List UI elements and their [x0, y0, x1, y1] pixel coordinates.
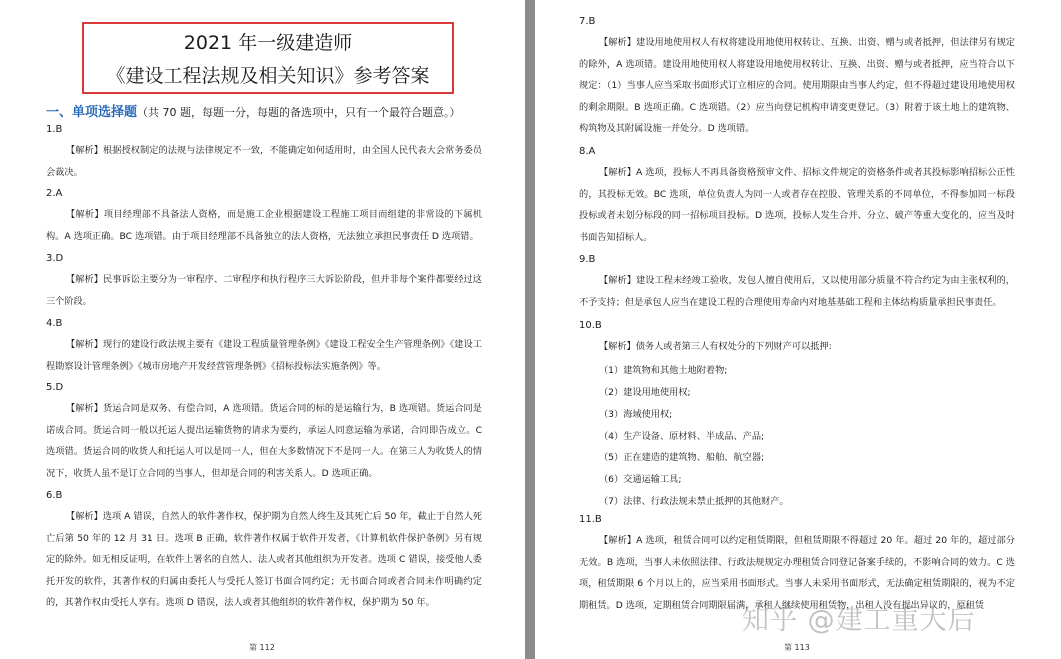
document-title-box: [82, 22, 454, 94]
answer-explanation: 【解析】选项 A 错误，自然人的软件著作权，保护期为自然人终生及其死亡后 50 年，截止于自然人死亡后第 50 年的 12 月 31 日。选项 B 正确，软件著作权属于软件开发者，《计算机软件保护条例》另有规定的除外。如无相反证明，在软件上署名的自然人、法人或者其他组织为开发者。选项 C 错误，接受他人委托开发的软件，其著作权的归属由委托人与受托人签订书面合同约定；无书面合同或者合同未作明确约定的，其著作权由受托人享有。选项 D 错误，法人或者其他组织的软件著作权，保护期为 50 年。: [46, 511, 482, 608]
answer-number: 9.B: [579, 254, 596, 265]
list-item: （3）海域使用权;: [599, 409, 673, 420]
section-heading-main: 一、单项选择题: [46, 105, 138, 120]
answer-explanation: 【解析】A 选项，租赁合同可以约定租赁期限，但租赁期限不得超过 20 年。超过 20 年的，超过部分无效。B 选项，当事人未依照法律、行政法规规定办理租赁合同登记备案手续的，不影响合同的效力。C 选项，租赁期限 6 个月以上的，应当采用书面形式。当事人未采用书面形式，无法确定租赁期限的，视为不定期租赁。D 选项，定期租赁合同期限届满，承租人继续使用租赁物，出租人没有提出异议的，原租赁: [579, 535, 1015, 611]
page-number: 第 112: [249, 643, 275, 652]
answer-number: 7.B: [579, 16, 596, 27]
section-heading: [46, 101, 461, 120]
document-title-year: 2021 年一级建造师: [183, 32, 353, 54]
answer-explanation: 【解析】现行的建设行政法规主要有《建设工程质量管理条例》《建设工程安全生产管理条例》《建设工程勘察设计管理条例》《城市房地产开发经营管理条例》《招标投标法实施条例》等。: [46, 339, 482, 372]
answer-explanation: 【解析】债务人或者第三人有权处分的下列财产可以抵押:: [599, 341, 832, 352]
answer-number: 6.B: [46, 490, 63, 501]
section-heading-note: （共 70 题，每题一分，每题的备选项中，只有一个最符合题意。）: [137, 106, 461, 119]
answer-number: 1.B: [46, 124, 63, 135]
answer-explanation: 【解析】民事诉讼主要分为一审程序、二审程序和执行程序三大诉讼阶段，但并非每个案件都要经过这三个阶段。: [46, 274, 482, 307]
watermark-text: 知乎 @建工重大后: [742, 605, 976, 636]
answer-number: 11.B: [579, 514, 602, 525]
document-page-right: [535, 0, 1061, 659]
answer-number: 4.B: [46, 318, 63, 329]
answer-number: 8.A: [579, 146, 596, 157]
document-page-left: [0, 0, 525, 659]
answer-number: 5.D: [46, 382, 64, 393]
answer-explanation: 【解析】项目经理部不具备法人资格，而是施工企业根据建设工程施工项目而组建的非常设的下属机构。A 选项正确。BC 选项错。由于项目经理部不具备独立的法人资格，无法独立承担民事责任 D 选项错。: [46, 209, 482, 242]
list-item: （6）交通运输工具;: [599, 474, 682, 485]
list-item: （7）法律、行政法规未禁止抵押的其他财产。: [599, 496, 789, 507]
page-number: 第 113: [784, 643, 810, 652]
answer-explanation: 【解析】A 选项，投标人不再具备资格预审文件、招标文件规定的资格条件或者其投标影响招标公正性的，其投标无效。BC 选项，单位负责人为同一人或者存在控股、管理关系的不同单位，不得参加同一标段投标或者未划分标段的同一招标项目投标。D 选项，投标人发生合并、分立、破产等重大变化的，应当及时书面告知招标人。: [579, 167, 1015, 243]
answer-explanation: 【解析】货运合同是双务、有偿合同，A 选项错。货运合同的标的是运输行为，B 选项错。货运合同是诺成合同。货运合同一般以托运人提出运输货物的请求为要约，承运人同意运输为承诺，合同即告成立。C 选项错。货运合同的收货人和托运人可以是同一人，但在大多数情况下不是同一人。在第三人为收货人的情况下，收货人虽不是订立合同的当事人，但却是合同的利害关系人。D 选项正确。: [46, 403, 482, 479]
answer-explanation: 【解析】建设用地使用权人有权将建设用地使用权转让、互换、出资、赠与或者抵押，但法律另有规定的除外，A 选项错。建设用地使用权人将建设用地使用权转让、互换、出资、赠与或者抵押，应当符合以下规定：（1）当事人应当采取书面形式订立相应的合同。使用期限由当事人约定，但不得超过建设用地使用权的剩余期限。B 选项正确。C 选项错。（2）应当向登记机构申请变更登记。（3）附着于该土地上的建筑物、构筑物及其附属设施一并处分。D 选项错。: [579, 37, 1015, 134]
answer-number: 3.D: [46, 253, 64, 264]
list-item: （4）生产设备、原材料、半成品、产品;: [599, 431, 765, 442]
answer-number: 2.A: [46, 188, 63, 199]
answer-explanation: 【解析】根据授权制定的法规与法律规定不一致，不能确定如何适用时，由全国人民代表大会常务委员会裁决。: [46, 145, 482, 178]
list-item: （1）建筑物和其他土地附着物;: [599, 365, 728, 376]
document-title-subject: 《建设工程法规及相关知识》参考答案: [106, 65, 430, 87]
list-item: （5）正在建造的建筑物、船舶、航空器;: [599, 452, 765, 463]
answer-number: 10.B: [579, 320, 602, 331]
list-item: （2）建设用地使用权;: [599, 387, 691, 398]
answer-explanation: 【解析】建设工程未经竣工验收，发包人擅自使用后，又以使用部分质量不符合约定为由主张权利的，不予支持；但是承包人应当在建设工程的合理使用寿命内对地基基础工程和主体结构质量承担民事责任。: [579, 275, 1015, 308]
